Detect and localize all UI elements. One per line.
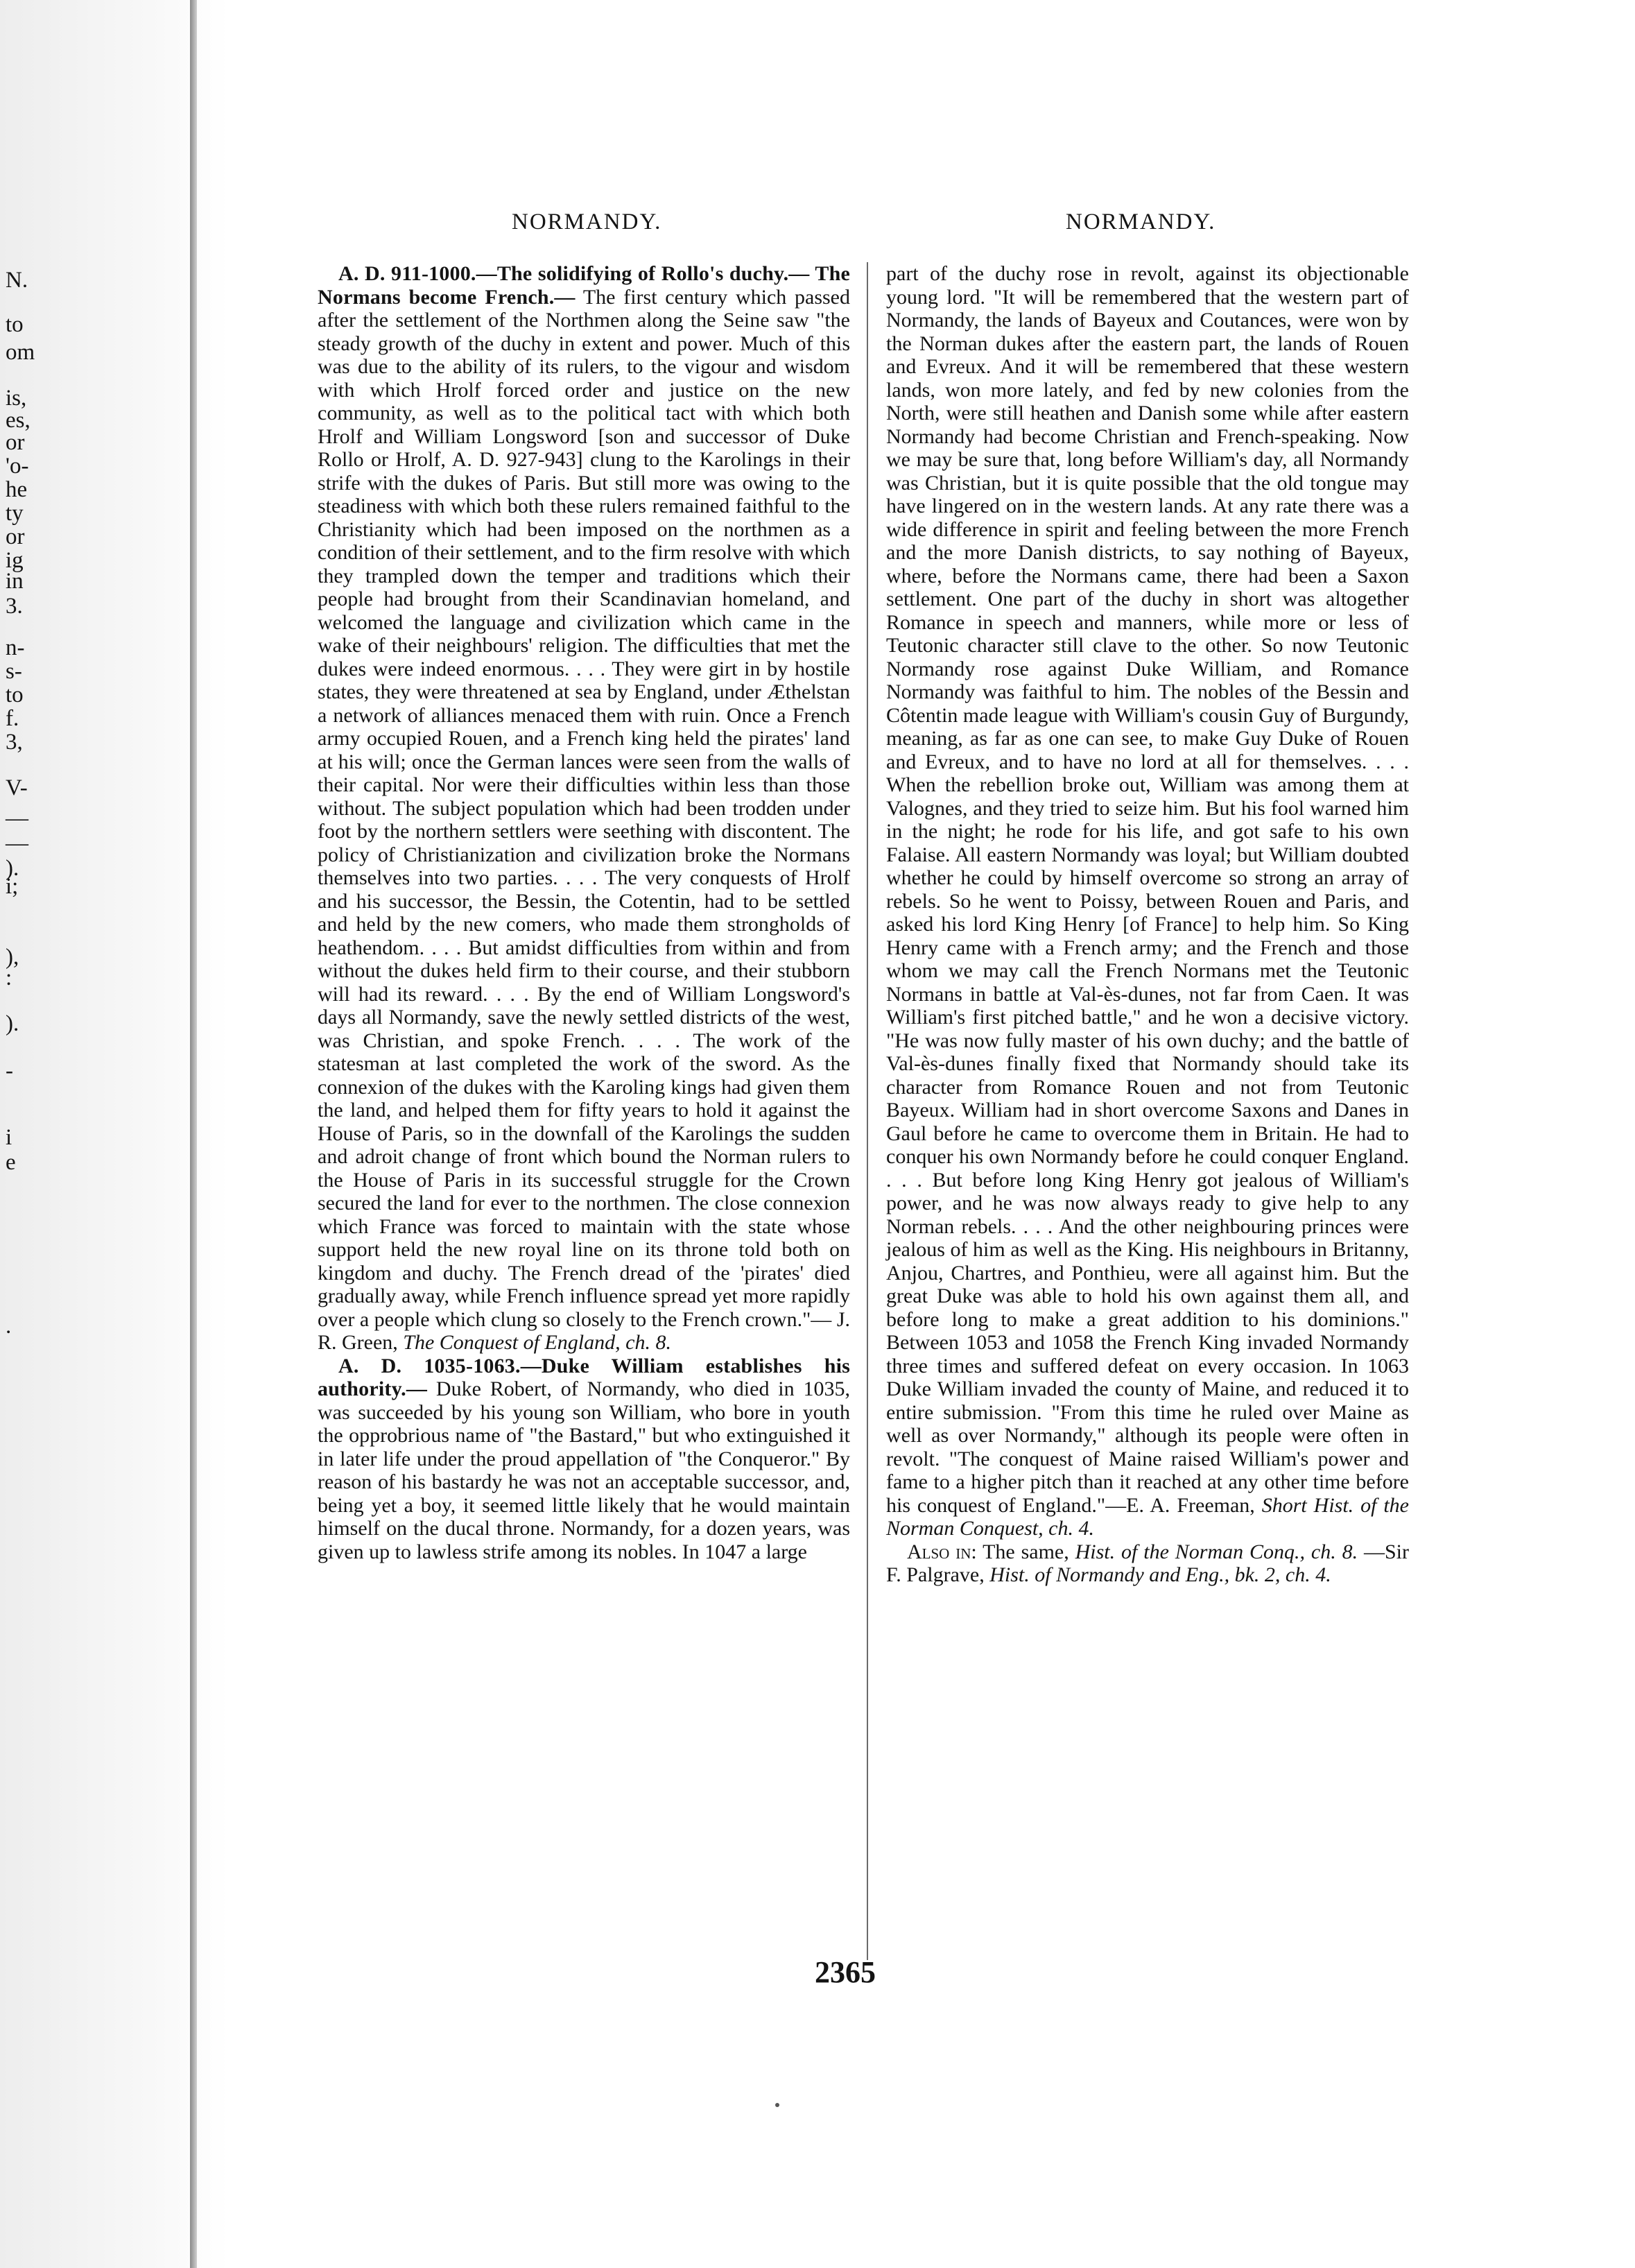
entry-1035-1063 <box>318 1355 850 1564</box>
margin-fragment: or <box>6 430 25 455</box>
margin-fragment: f. <box>6 706 19 731</box>
margin-fragment: ty <box>6 501 24 526</box>
margin-fragment: ig <box>6 548 24 573</box>
margin-fragment: to <box>6 312 24 337</box>
margin-fragment: ). <box>6 856 19 881</box>
also-in-references <box>886 1540 1409 1587</box>
running-head-left: NORMANDY. <box>512 209 662 234</box>
margin-fragment: N. <box>6 268 28 293</box>
margin-fragment: 3. <box>6 594 23 619</box>
page-fold-line <box>190 0 197 2268</box>
page-number: 2365 <box>815 1955 876 1989</box>
margin-fragment: to <box>6 682 24 707</box>
margin-fragment: he <box>6 477 28 502</box>
reference-citation: Hist. of Normandy and Eng., bk. 2, ch. 4. <box>989 1563 1331 1586</box>
reference-text: —Sir F. Palgrave, <box>886 1540 1410 1586</box>
margin-fragment: ). <box>6 1011 19 1036</box>
margin-fragment: : <box>6 965 12 990</box>
reference-citation: Hist. of the Norman Conq., ch. 8. <box>1075 1540 1358 1563</box>
margin-fragment: is, <box>6 386 27 411</box>
margin-fragment: ), <box>6 945 19 970</box>
citation: Short Hist. of the Norman Conquest, ch. 4. <box>886 1493 1409 1540</box>
entry-911-1000 <box>318 262 850 1355</box>
margin-fragment: in <box>6 569 24 594</box>
margin-fragment: V- <box>6 775 28 800</box>
also-in-label: Also in: <box>907 1540 977 1563</box>
previous-page-edge-text <box>6 0 82 1526</box>
running-head-right: NORMANDY. <box>1066 209 1216 234</box>
entry-body: The first century which passed after the settlement of the Northmen along the Seine saw "the steady growth of the duchy in extent and power. Much of this was due to the ability of its rulers, to the vigour and wisdom with which Hrolf forced order and justice on the new community, as well as to the political tact with which both Hrolf and William Longsword [son and successor of Duke Rollo or Hrolf, A. D. 927-943] clung to the Karolings in their strife with the dukes of Paris. But still more was owing to the steadiness with which both these rulers remained faithful to the Christianity which had been imposed on the northmen as a condition of their settlement, and to the firm resolve with which they trampled down the temper and traditions which their people had brought from their Scandinavian homeland, and welcomed the language and civilization which came in the wake of their neighbours' religion. The difficulties that met the dukes were indeed enormous. . . . They were girt in by hostile states, they were threatened at sea by England, under Æthelstan a network of alliances menaced them with ruin. Once a French army occupied Rouen, and a French king held the pirates' land at his will; once the German lances were seen from the walls of their capital. Nor were their difficulties within less than those without. The subject population which had been trodden under foot by the northern settlers were seething with discontent. The policy of Christianization and civilization broke the Normans themselves into two parties. . . . The very conquests of Hrolf and his successor, the Bessin, the Cotentin, had to be settled and held by the new comers, who made them strongholds of heathendom. . . . But amidst difficulties from within and from without the dukes held firm to their course, and their stubborn will had its reward. . . . By the end of William Longsword's days all Normandy, save the newly settled districts of the west, was Christian, and spoke French. . . . The work of the statesman at last completed the work of the sword. As the connexion of the dukes with the Karoling kings had given them the land, and helped them for fifty years to hold it against the House of Paris, so in the downfall of the Karolings the sudden and adroit change of front which bound the Norman rulers to the House of Paris in its successful struggle for the Crown secured the land for ever to the northmen. The close connexion which France was forced to maintain with the state whose support held the new royal line on its throne told both on kingdom and duchy. The French dread of the 'pirates' died gradually away, while French influence spread yet more rapidly over a people which clung so closely to the French crown."— J. R. Green, <box>318 285 850 1354</box>
margin-fragment: n- <box>6 635 25 660</box>
margin-fragment: — <box>6 831 28 856</box>
margin-fragment: om <box>6 340 35 365</box>
entry-body: part of the duchy rose in revolt, against its objectionable young lord. "It will be remembered that the western part of Normandy, the lands of Bayeux and Coutances, were won by the Norman dukes after the eastern part, the lands of Rouen and Evreux. And it will be remembered that these western lands, won more lately, and fed by new colonies from the North, were still heathen and Danish some while after eastern Normandy had become Christian and French-speaking. Now we may be sure that, long before William's day, all Normandy was Christian, but it is quite possible that the old tongue may have lingered on in the western lands. At any rate there was a wide difference in spirit and feeling between the more French and the more Danish districts, to say nothing of Bayeux, where, before the Normans came, there had been a Saxon settlement. One part of the duchy in short was altogether Romance in speech and manners, while more or less of Teutonic character still clave to the other. So now Teutonic Normandy rose against Duke William, and Romance Normandy was faithful to him. The nobles of the Bessin and Côtentin made league with William's cousin Guy of Burgundy, meaning, as far as one can see, to make Guy Duke of Rouen and Evreux, and to have no lord at all for themselves. . . . When the rebellion broke out, William was among them at Valognes, and they tried to seize him. But his fool warned him in the night; he rode for his life, and got safe to his own Falaise. All eastern Normandy was loyal; but William doubted whether he could by himself overcome so strong an array of rebels. So he went to Poissy, between Rouen and Paris, and asked his lord King Henry [of France] to help him. So King Henry came with a French army; and the French and those whom we may call the French Normans met the Teutonic Normans in battle at Val-ès-dunes, not far from Caen. It was William's first pitched battle," and he won a decisive victory. "He was now fully master of his own duchy; and the battle of Val-ès-dunes finally fixed that Normandy should take its character from Romance Rouen and not from Teutonic Bayeux. William had in short overcome Saxons and Danes in Gaul before he came to overcome them in Britain. He had to conquer his own Normandy before he could conquer England. . . . But before long King Henry got jealous of William's power, and he was now always ready to give help to any Norman rebels. . . . And the other neighbouring princes were jealous of him as well as the King. His neighbours in Britanny, Anjou, Chartres, and Ponthieu, were all against him. But the great Duke was able to hold his own against them all, and before long to make a great addition to his dominions." Between 1053 and 1058 the French King invaded Normandy three times and suffered defeat on every occasion. In 1063 Duke William invaded the county of Maine, and reduced it to entire submission. "From this time he ruled over Maine as well as over Normandy," although its people were often in revolt. "The conquest of Maine raised William's power and fame to a higher pitch than it reached at any other time before his conquest of England."—E. A. Freeman, <box>886 262 1409 1517</box>
entry-body: Duke Robert, of Normandy, who died in 1035, was succeeded by his young son William, who bore in youth the opprobrious name of "the Bastard," but who extinguished it in later life under the proud appellation of "the Conqueror." By reason of his bastardy he was not an acceptable successor, and, being yet a boy, it seemed little likely that he would maintain himself on the ducal throne. Normandy, for a dozen years, was given up to lawless strife among its nobles. In 1047 a large <box>318 1377 850 1563</box>
margin-fragment: — <box>6 806 28 831</box>
margin-fragment: 3, <box>6 730 23 755</box>
margin-fragment: s- <box>6 659 22 684</box>
reference-text: The same, <box>983 1540 1069 1563</box>
margin-fragment: es, <box>6 408 31 433</box>
margin-fragment: i <box>6 1125 12 1150</box>
margin-fragment: or <box>6 524 25 549</box>
print-speck <box>775 2103 779 2107</box>
citation: The Conquest of England, ch. 8. <box>403 1331 671 1354</box>
margin-fragment: - <box>6 1058 13 1083</box>
margin-fragment: e <box>6 1150 16 1175</box>
right-column <box>886 262 1409 1587</box>
margin-fragment: . <box>6 1314 12 1339</box>
column-divider <box>867 262 868 1960</box>
left-column <box>318 262 850 1563</box>
margin-fragment: 'o- <box>6 454 29 479</box>
margin-fragment: i; <box>6 874 19 899</box>
entry-heading: A. D. 911-1000.—The solidifying of Rollo's duchy.— The Normans become French.— <box>318 262 850 309</box>
entry-heading: A. D. 1035-1063.—Duke William establishes his authority.— <box>318 1354 850 1400</box>
entry-1035-1063-continued <box>886 262 1409 1540</box>
